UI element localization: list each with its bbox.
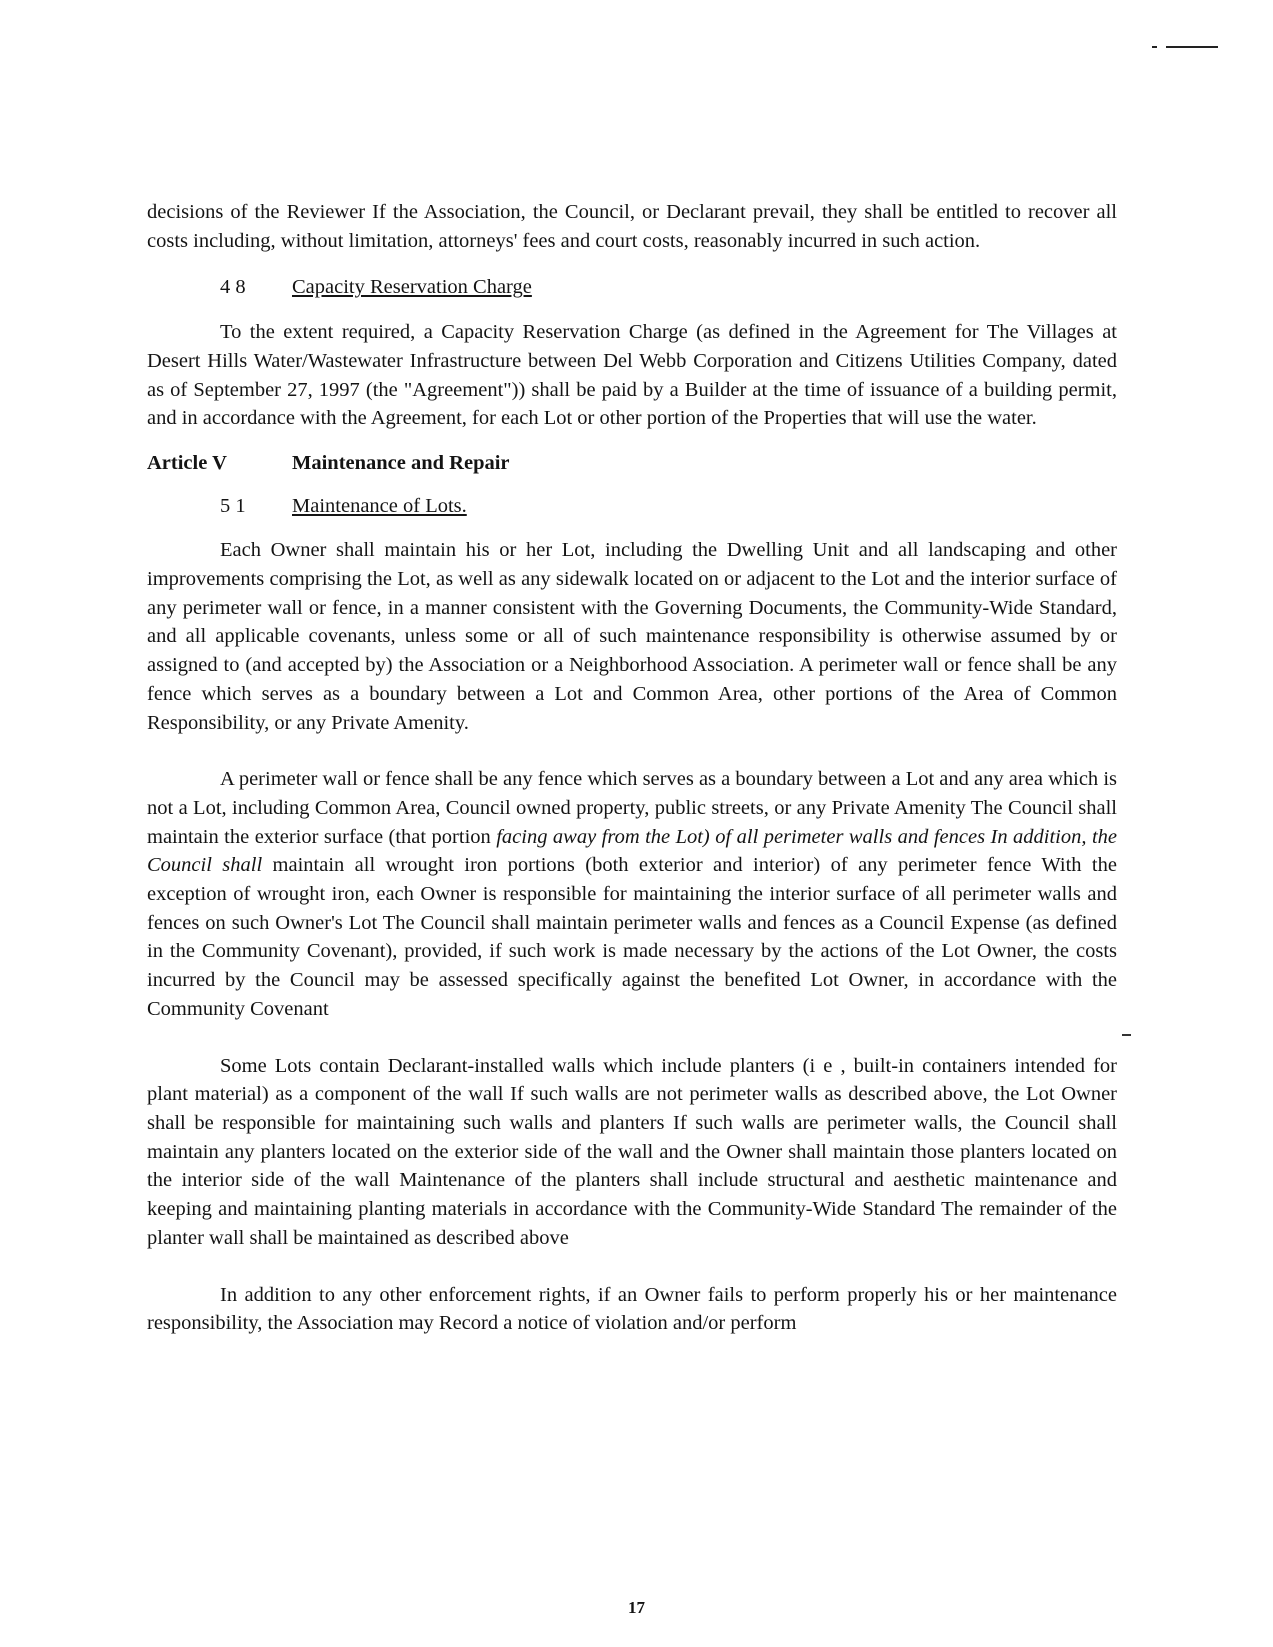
scan-artifact-mark bbox=[1152, 45, 1222, 51]
section-title: Maintenance of Lots. bbox=[292, 494, 467, 517]
article-number: Article V bbox=[147, 451, 227, 474]
perimeter-walls-text-b: facing away from the Lot) of all perimeter walls and fences In addition, the Council shall bbox=[147, 825, 1118, 877]
article-heading-v bbox=[147, 449, 1117, 478]
document-body bbox=[147, 198, 1117, 1338]
paragraph-owner-maintenance: Each Owner shall maintain his or her Lot, including the Dwelling Unit and all landscaping and other improvements comprising the Lot, as well as any sidewalk located on or adjacent to the Lot and the interior surface of any perimeter wall or fence, in a manner consistent with the Governing Documents, the Community-Wide Standard, and all applicable covenants, unless some or all of such maintenance responsibility is otherwise assumed by or assigned to (and accepted by) the Association or a Neighborhood Association. A perimeter wall or fence shall be any fence which serves as a boundary between a Lot and Common Area, other portions of the Area of Common Responsibility, or any Private Amenity. bbox=[147, 539, 1117, 734]
section-number: 5 1 bbox=[220, 494, 246, 517]
paragraph-capacity-charge: To the extent required, a Capacity Reservation Charge (as defined in the Agreement for The Villages at Desert Hills Water/Wastewater Infrastructure between Del Webb Corporation and Citizens Utilities Company, dated as of September 27, 1997 (the "Agreement")) shall be paid by a Builder at the time of issuance of a building permit, and in accordance with the Agreement, for each Lot or other portion of the Properties that will use the water. bbox=[147, 321, 1117, 430]
article-title: Maintenance and Repair bbox=[292, 451, 510, 474]
section-number: 4 8 bbox=[220, 276, 246, 299]
paragraph-reviewer-decisions: decisions of the Reviewer If the Association, the Council, or Declarant prevail, they shall be entitled to recover all costs including, without limitation, attorneys' fees and court costs, reasonably incurred in such action. bbox=[147, 201, 1117, 252]
scan-artifact-dot bbox=[1152, 46, 1157, 48]
scan-artifact-stray bbox=[1122, 1034, 1131, 1036]
scan-artifact-dash bbox=[1166, 46, 1218, 48]
paragraph-planters: Some Lots contain Declarant-installed walls which include planters (i e , built-in containers intended for plant material) as a component of the wall If such walls are not perimeter walls as described above, the Lot Owner shall be responsible for maintaining such walls and planters If such walls are perimeter walls, the Council shall maintain any planters located on the exterior side of the wall and the Owner shall maintain those planters located on the interior side of the wall Maintenance of the planters shall include structural and aesthetic maintenance and keeping and maintaining planting materials in accordance with the Community-Wide Standard The remainder of the planter wall shall be maintained as described above bbox=[147, 1054, 1117, 1249]
paragraph-enforcement: In addition to any other enforcement rights, if an Owner fails to perform properly his or her maintenance responsibility, the Association may Record a notice of violation and/or perform bbox=[147, 1283, 1117, 1335]
paragraph-perimeter-walls bbox=[147, 765, 1117, 1023]
section-title: Capacity Reservation Charge bbox=[292, 276, 532, 299]
page-number: 17 bbox=[628, 1598, 645, 1617]
section-heading-4-8 bbox=[147, 273, 1117, 302]
perimeter-walls-text-a: A perimeter wall or fence shall be any fence which serves as a boundary between a Lot and any area which is not a Lot, including Common Area, Council owned property, public streets, or any Private Amenity The Council shall maintain the exterior surface (that portion bbox=[147, 768, 1117, 848]
section-heading-5-1 bbox=[147, 492, 1117, 521]
perimeter-walls-text-c: maintain all wrought iron portions (both exterior and interior) of any perimeter fence With the exception of wrought iron, each Owner is responsible for maintaining the interior surface of all perimeter walls and fences on such Owner's Lot The Council shall maintain perimeter walls and fences as a Council Expense (as defined in the Community Covenant), provided, if such work is made necessary by the actions of the Lot Owner, the costs incurred by the Council may be assessed specifically against the benefited Lot Owner, in accordance with the Community Covenant bbox=[147, 854, 1117, 1020]
